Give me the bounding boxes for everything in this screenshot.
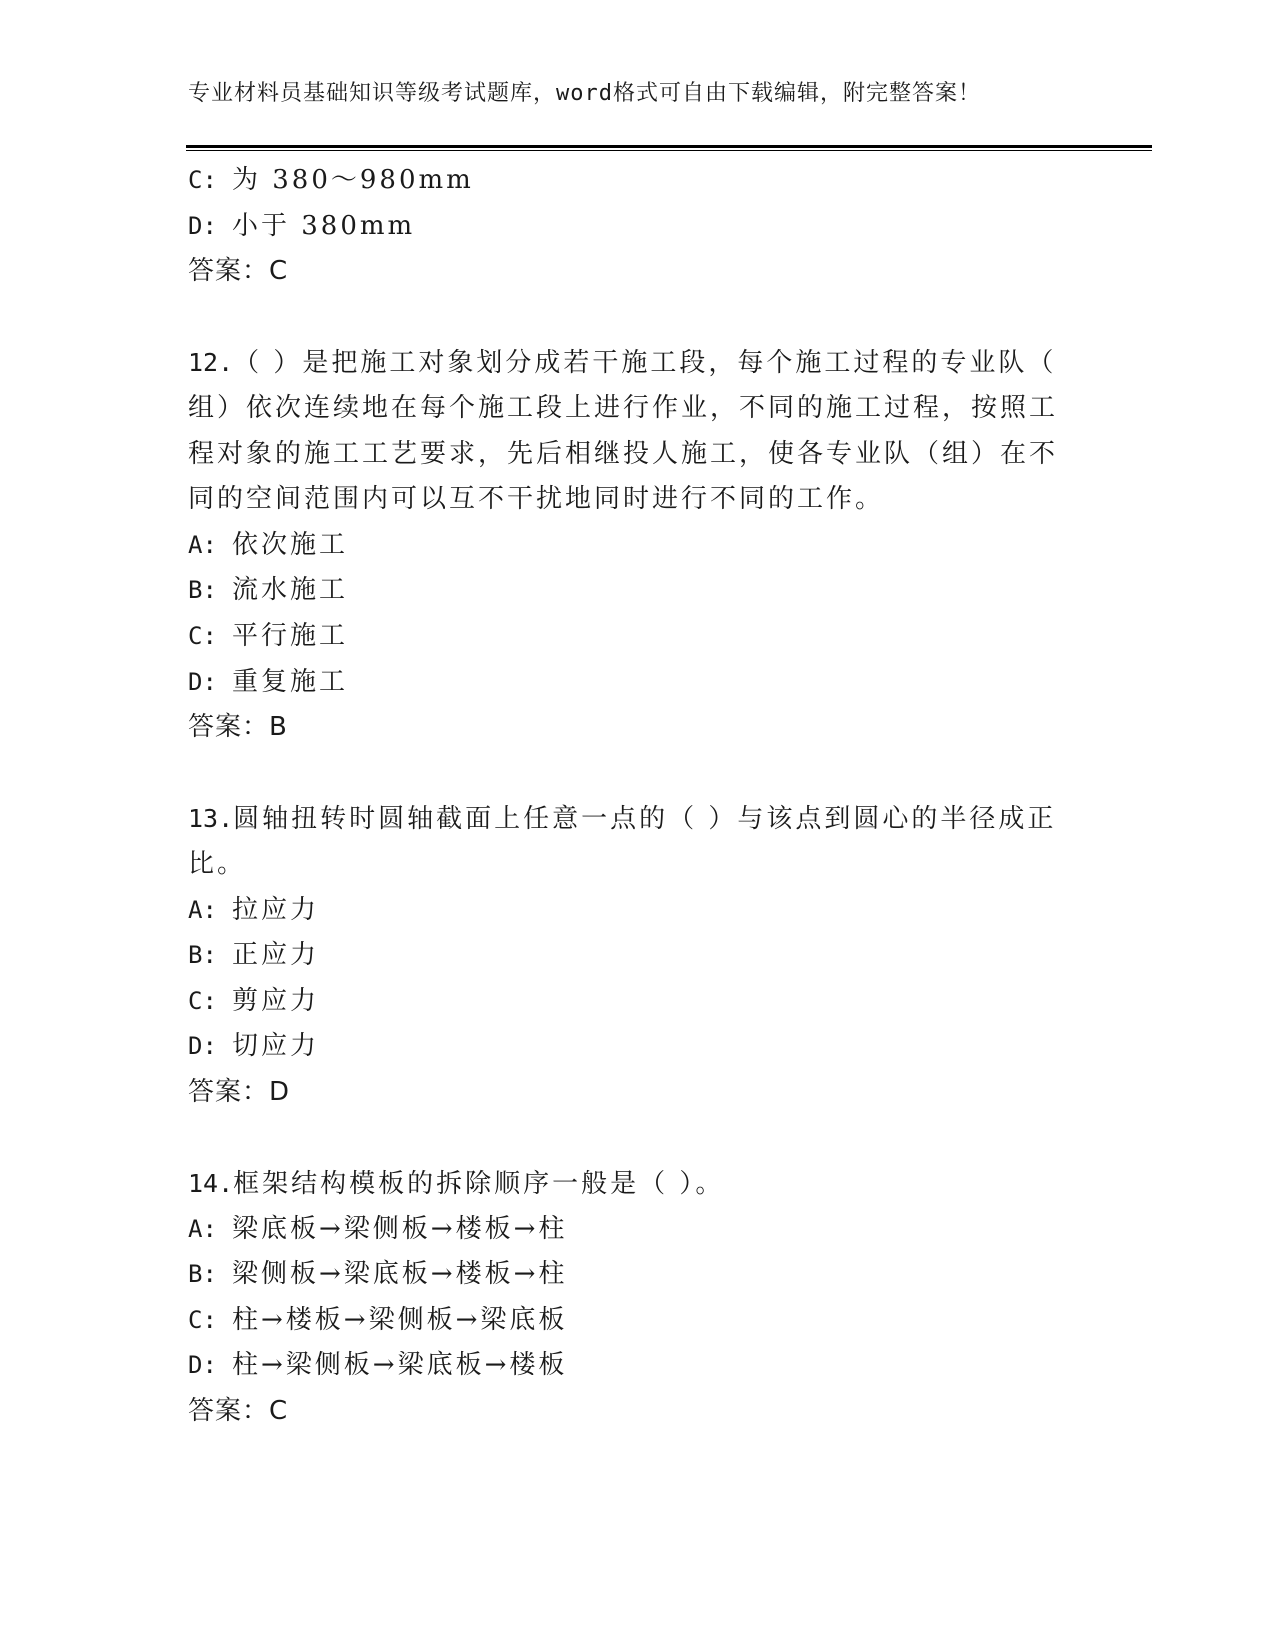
option-line <box>188 523 1068 569</box>
header-rule-thick <box>186 145 1152 148</box>
option-line <box>188 1343 1068 1389</box>
option-letter: D: <box>188 1032 217 1061</box>
option-letter: A: <box>188 895 217 924</box>
question-text: 框架结构模板的拆除顺序一般是（ ）。 <box>233 1169 725 1200</box>
option-line <box>188 158 1068 204</box>
option-line <box>188 614 1068 660</box>
option-line <box>188 204 1068 250</box>
option-line <box>188 933 1068 979</box>
option-text: 梁侧板→梁底板→楼板→柱 <box>232 1259 568 1290</box>
option-text: 拉应力 <box>232 894 320 925</box>
option-text: 小于 380mm <box>232 210 416 241</box>
option-letter: A: <box>188 1214 217 1243</box>
option-letter: A: <box>188 530 217 559</box>
page-header: 专业材料员基础知识等级考试题库，word格式可自由下载编辑，附完整答案！ <box>188 81 981 106</box>
question-line: 程对象的施工工艺要求，先后相继投人施工，使各专业队（组）在不 <box>188 438 1059 469</box>
question-number: 12. <box>188 348 234 378</box>
option-line <box>188 1024 1068 1070</box>
question-line <box>188 340 1068 386</box>
header-rule-thin <box>186 150 1152 151</box>
question-text: （ ）是把施工对象划分成若干施工段，每个施工过程的专业队（ <box>233 348 1057 379</box>
option-letter: B: <box>188 941 217 970</box>
answer-line: 答案：C <box>188 1396 289 1427</box>
answer-line: 答案：D <box>188 1076 291 1107</box>
option-line <box>188 888 1068 934</box>
answer-line: 答案：B <box>188 712 288 743</box>
option-text: 柱→梁侧板→梁底板→楼板 <box>232 1350 568 1381</box>
option-text: 柱→楼板→梁侧板→梁底板 <box>232 1304 568 1335</box>
question-line <box>188 1161 1068 1207</box>
question-number: 13. <box>188 804 234 834</box>
option-line <box>188 979 1068 1025</box>
option-line <box>188 568 1068 614</box>
option-letter: D: <box>188 211 217 240</box>
question-number: 14. <box>188 1169 234 1199</box>
document-body <box>188 158 1068 1435</box>
option-letter: D: <box>188 1351 217 1380</box>
option-line <box>188 1298 1068 1344</box>
option-letter: C: <box>188 986 217 1015</box>
option-line <box>188 1252 1068 1298</box>
question-line: 组）依次连续地在每个施工段上进行作业，不同的施工过程，按照工 <box>188 392 1059 423</box>
option-text: 重复施工 <box>232 666 349 697</box>
spacer <box>188 295 1068 341</box>
option-text: 流水施工 <box>232 575 349 606</box>
option-letter: B: <box>188 1260 217 1289</box>
option-text: 正应力 <box>232 940 320 971</box>
option-text: 为 380～980mm <box>232 165 474 195</box>
option-letter: C: <box>188 1305 217 1334</box>
option-letter: C: <box>188 166 217 194</box>
question-line: 比。 <box>188 848 247 879</box>
spacer <box>188 1115 1068 1161</box>
question-text: 圆轴扭转时圆轴截面上任意一点的（ ）与该点到圆心的半径成正 <box>233 804 1057 835</box>
option-letter: D: <box>188 667 217 696</box>
option-letter: C: <box>188 621 217 650</box>
question-line: 同的空间范围内可以互不干扰地同时进行不同的工作。 <box>188 484 885 515</box>
option-line <box>188 1207 1068 1253</box>
option-text: 剪应力 <box>232 985 320 1016</box>
spacer <box>188 751 1068 797</box>
option-text: 平行施工 <box>232 620 349 651</box>
option-line <box>188 660 1068 706</box>
option-letter: B: <box>188 576 217 605</box>
option-text: 依次施工 <box>232 529 349 560</box>
answer-line: 答案：C <box>188 256 289 287</box>
option-text: 切应力 <box>232 1031 320 1062</box>
question-line <box>188 796 1068 842</box>
option-text: 梁底板→梁侧板→楼板→柱 <box>232 1213 568 1244</box>
